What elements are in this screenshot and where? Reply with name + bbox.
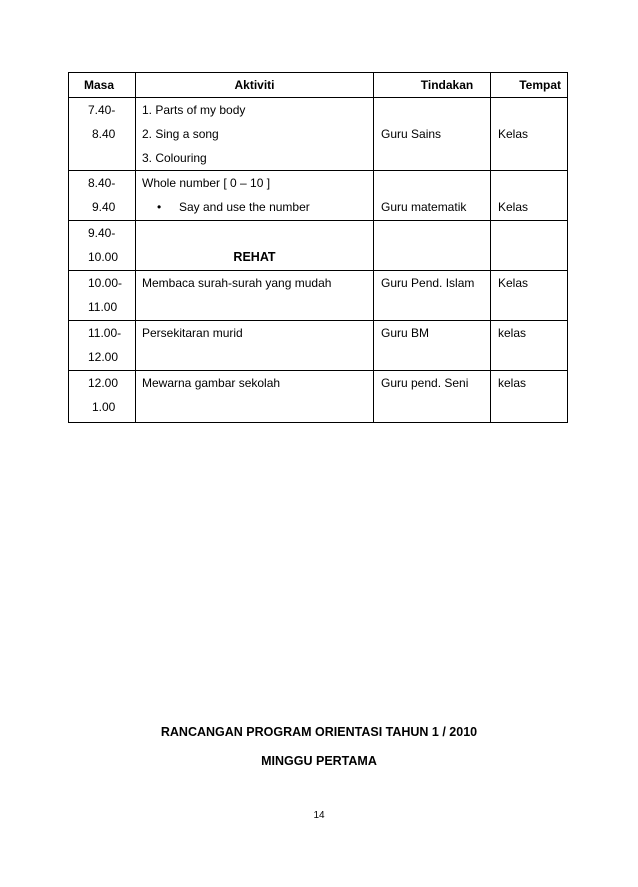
tindakan-cell xyxy=(374,271,491,321)
masa-end: 9.40 xyxy=(92,200,116,214)
masa-end: 1.00 xyxy=(92,400,116,414)
tempat-cell xyxy=(491,171,568,221)
tindakan-value: Guru BM xyxy=(381,326,430,340)
aktiviti-cell xyxy=(136,98,374,171)
header-aktiviti: Aktiviti xyxy=(136,73,374,98)
aktiviti-cell xyxy=(136,221,374,271)
rehat-label: REHAT xyxy=(233,250,276,264)
masa-cell xyxy=(69,321,136,371)
tindakan-value xyxy=(374,221,490,245)
aktiviti-item: Membaca surah-surah yang mudah xyxy=(142,276,332,290)
table-row xyxy=(69,271,568,321)
aktiviti-item: Mewarna gambar sekolah xyxy=(142,376,281,390)
masa-end: 8.40 xyxy=(92,127,116,141)
tindakan-value: Guru pend. Seni xyxy=(381,376,469,390)
table-row xyxy=(69,371,568,423)
aktiviti-cell xyxy=(136,271,374,321)
aktiviti-cell xyxy=(136,321,374,371)
tempat-cell xyxy=(491,98,568,171)
bullet-icon: • xyxy=(157,200,162,214)
table-header-row xyxy=(69,73,568,98)
tempat-cell xyxy=(491,371,568,423)
tempat-cell xyxy=(491,221,568,271)
tindakan-cell xyxy=(374,321,491,371)
aktiviti-cell xyxy=(136,371,374,423)
document-subtitle: MINGGU PERTAMA xyxy=(261,754,377,768)
schedule-table xyxy=(68,72,568,423)
masa-cell xyxy=(69,271,136,321)
tindakan-cell xyxy=(374,171,491,221)
table-row xyxy=(69,171,568,221)
masa-cell xyxy=(69,98,136,171)
tempat-value: Kelas xyxy=(498,127,529,141)
masa-start: 11.00- xyxy=(88,326,122,340)
tempat-value: Kelas xyxy=(498,200,529,214)
aktiviti-bullet-item xyxy=(136,195,373,219)
masa-end: 12.00 xyxy=(88,350,119,364)
tindakan-value: Guru Sains xyxy=(381,127,442,141)
tempat-value xyxy=(491,221,567,245)
aktiviti-item: Persekitaran murid xyxy=(142,326,243,340)
masa-start: 7.40- xyxy=(88,103,116,117)
header-masa: Masa xyxy=(69,73,136,98)
header-tempat: Tempat xyxy=(491,73,568,98)
tindakan-cell xyxy=(374,221,491,271)
tindakan-value: Guru Pend. Islam xyxy=(381,276,475,290)
tempat-cell xyxy=(491,321,568,371)
tempat-value: kelas xyxy=(498,376,527,390)
aktiviti-item: 3. Colouring xyxy=(142,151,207,165)
table-row xyxy=(69,98,568,171)
masa-end: 11.00 xyxy=(88,300,118,314)
aktiviti-item: 2. Sing a song xyxy=(142,127,219,141)
tindakan-cell xyxy=(374,371,491,423)
masa-end: 10.00 xyxy=(88,250,119,264)
tindakan-cell xyxy=(374,98,491,171)
tempat-value: Kelas xyxy=(498,276,529,290)
aktiviti-item: 1. Parts of my body xyxy=(142,103,246,117)
masa-cell xyxy=(69,371,136,423)
tindakan-value: Guru matematik xyxy=(381,200,467,214)
tempat-cell xyxy=(491,271,568,321)
document-title: RANCANGAN PROGRAM ORIENTASI TAHUN 1 / 2010 xyxy=(160,725,478,739)
tempat-value: kelas xyxy=(498,326,527,340)
header-tindakan: Tindakan xyxy=(374,73,491,98)
masa-cell xyxy=(69,171,136,221)
masa-start: 12.00 xyxy=(88,376,119,390)
masa-start: 8.40- xyxy=(88,176,116,190)
aktiviti-cell xyxy=(136,171,374,221)
aktiviti-item: Whole number [ 0 – 10 ] xyxy=(142,176,271,190)
table-row xyxy=(69,321,568,371)
table-row xyxy=(69,221,568,271)
bullet-text: Say and use the number xyxy=(179,200,310,214)
masa-start: 9.40- xyxy=(88,226,116,240)
page-number: 14 xyxy=(313,810,325,821)
masa-start: 10.00- xyxy=(88,276,123,290)
masa-cell xyxy=(69,221,136,271)
